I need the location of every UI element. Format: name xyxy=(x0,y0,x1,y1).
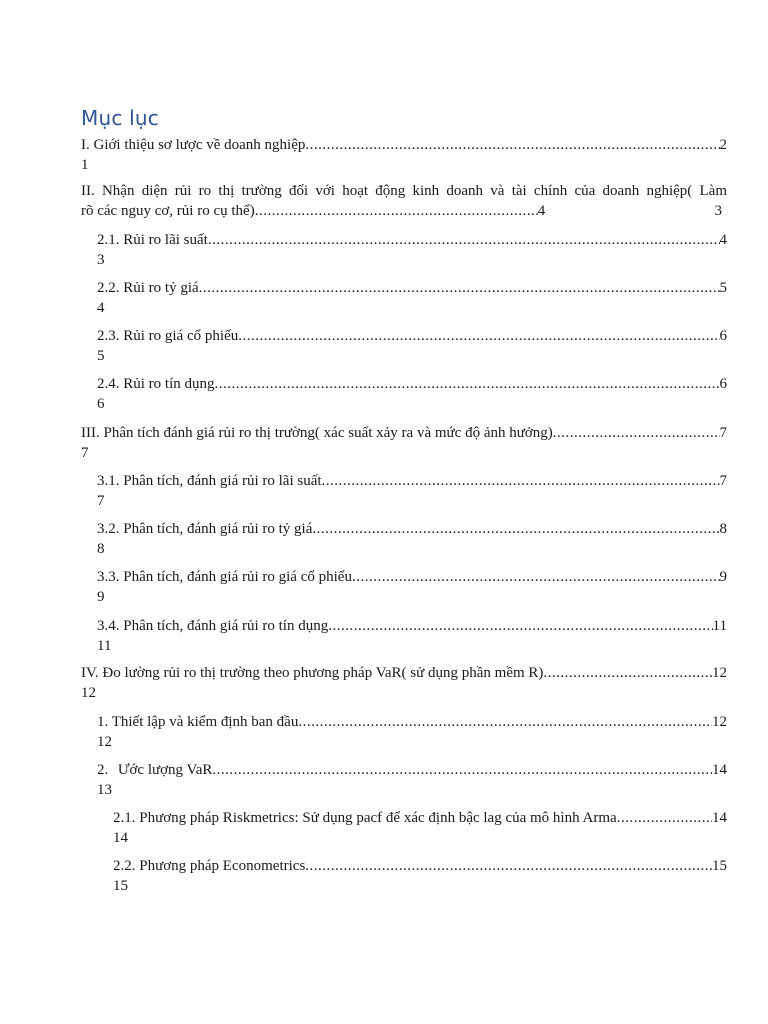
toc-page-number: 5 xyxy=(719,280,727,296)
toc-sub-number: 3 xyxy=(97,252,105,268)
toc-page-number: 12 xyxy=(712,714,727,730)
toc-entry-credit-analysis[interactable] xyxy=(97,616,727,656)
toc-sub-number: 12 xyxy=(81,685,96,701)
toc-entry-text: 2.3. Rủi ro giá cổ phiếu xyxy=(97,328,239,344)
toc-entry-risk-analysis[interactable] xyxy=(81,423,727,463)
dot-leader xyxy=(553,423,720,443)
toc-entry-text: 2.1. Phương pháp Riskmetrics: Sử dụng pacf để xác định bậc lag của mô hình Arma xyxy=(113,810,617,826)
toc-entry-number: 2. xyxy=(97,762,109,778)
toc-page-number: 14 xyxy=(712,810,727,826)
toc-sub-number: 3 xyxy=(714,203,722,219)
toc-page-number: 6 xyxy=(719,376,727,392)
toc-entry-text: Ước lượng VaR xyxy=(117,762,213,778)
dot-leader xyxy=(305,856,712,876)
toc-sub-number: 13 xyxy=(97,782,112,798)
toc-sub-number: 7 xyxy=(97,493,105,509)
toc-entry-var-measurement[interactable] xyxy=(81,663,727,703)
dot-leader xyxy=(305,135,719,155)
toc-entry-text: 2.2. Phương pháp Econometrics xyxy=(113,858,306,874)
toc-page-number: 4 xyxy=(537,203,546,219)
dot-leader xyxy=(617,808,712,828)
dot-leader xyxy=(322,471,720,491)
toc-sub-number: 15 xyxy=(113,878,128,894)
toc-entry-interest-rate-analysis[interactable] xyxy=(97,471,727,511)
toc-entry-risk-identification[interactable] xyxy=(81,181,727,221)
toc-sub-number: 9 xyxy=(97,589,105,605)
toc-page-number: 11 xyxy=(712,618,727,634)
toc-entry-text: 3.2. Phân tích, đánh giá rủi ro tỷ giá xyxy=(97,521,313,537)
toc-entry-text: 1. Thiết lập và kiểm định ban đầu xyxy=(97,714,299,730)
dot-leader xyxy=(208,230,720,250)
toc-sub-number: 1 xyxy=(81,157,89,173)
toc-entry-text: III. Phân tích đánh giá rủi ro thị trường( xác suất xảy ra và mức độ ảnh hưởng) xyxy=(81,425,553,441)
toc-entry-text-line2: rõ các nguy cơ, rủi ro cụ thể) xyxy=(81,203,255,219)
toc-page-number: 15 xyxy=(712,858,727,874)
dot-leader xyxy=(312,519,719,539)
toc-heading: Mục lục xyxy=(81,106,159,130)
dot-leader xyxy=(199,278,720,298)
toc-page-number: 2 xyxy=(719,137,727,153)
toc-entry-econometrics[interactable] xyxy=(113,856,727,896)
toc-entry-stock-price-analysis[interactable] xyxy=(97,567,727,607)
toc-sub-number: 4 xyxy=(97,300,105,316)
toc-sub-number: 6 xyxy=(97,396,105,412)
toc-sub-number: 11 xyxy=(97,638,112,654)
toc-entry-credit-risk[interactable] xyxy=(97,374,727,414)
toc-entry-text: 3.3. Phân tích, đánh giá rủi ro giá cổ phiếu xyxy=(97,569,352,585)
toc-entry-text: 3.1. Phân tích, đánh giá rủi ro lãi suất xyxy=(97,473,322,489)
toc-sub-number: 14 xyxy=(113,830,128,846)
toc-page-number: 6 xyxy=(719,328,727,344)
dot-leader xyxy=(215,374,720,394)
toc-entry-text-line1: II. Nhận diện rủi ro thị trường đối với hoạt động kinh doanh và tài chính của doanh nghiệp( Làm xyxy=(81,183,727,199)
toc-page-number: 7 xyxy=(719,425,727,441)
dot-leader xyxy=(352,567,720,587)
toc-page-number: 8 xyxy=(719,521,727,537)
toc-page-number: 12 xyxy=(712,665,727,681)
toc-entry-interest-rate-risk[interactable] xyxy=(97,230,727,270)
dot-leader xyxy=(238,326,719,346)
toc-page-number: 7 xyxy=(719,473,727,489)
toc-page-number: 14 xyxy=(712,762,727,778)
dot-leader xyxy=(328,616,712,636)
toc-page-number: 4 xyxy=(719,232,727,248)
toc-entry-initial-setup[interactable] xyxy=(97,712,727,752)
toc-entry-var-estimation[interactable] xyxy=(97,760,727,800)
toc-entry-text: 2.4. Rủi ro tín dụng xyxy=(97,376,215,392)
toc-entry-text: 2.1. Rủi ro lãi suất xyxy=(97,232,208,248)
toc-entry-stock-price-risk[interactable] xyxy=(97,326,727,366)
toc-sub-number: 5 xyxy=(97,348,105,364)
toc-entry-text: 2.2. Rủi ro tỷ giá xyxy=(97,280,199,296)
toc-sub-number: 7 xyxy=(81,445,89,461)
toc-entry-fx-risk[interactable] xyxy=(97,278,727,318)
toc-entry-text: I. Giới thiệu sơ lược về doanh nghiệp xyxy=(81,137,306,153)
dot-leader xyxy=(298,712,712,732)
dot-leader xyxy=(255,201,538,221)
toc-page-number: 9 xyxy=(719,569,727,585)
toc-entry-text: IV. Đo lường rủi ro thị trường theo phương pháp VaR( sử dụng phần mềm R) xyxy=(81,665,544,681)
toc-entry-riskmetrics[interactable] xyxy=(113,808,727,848)
toc-entry-text: 3.4. Phân tích, đánh giá rủi ro tín dụng xyxy=(97,618,329,634)
toc-entry-intro[interactable] xyxy=(81,135,727,175)
toc-sub-number: 12 xyxy=(97,734,112,750)
dot-leader xyxy=(212,760,712,780)
toc-entry-fx-analysis[interactable] xyxy=(97,519,727,559)
dot-leader xyxy=(543,663,712,683)
toc-sub-number: 8 xyxy=(97,541,105,557)
